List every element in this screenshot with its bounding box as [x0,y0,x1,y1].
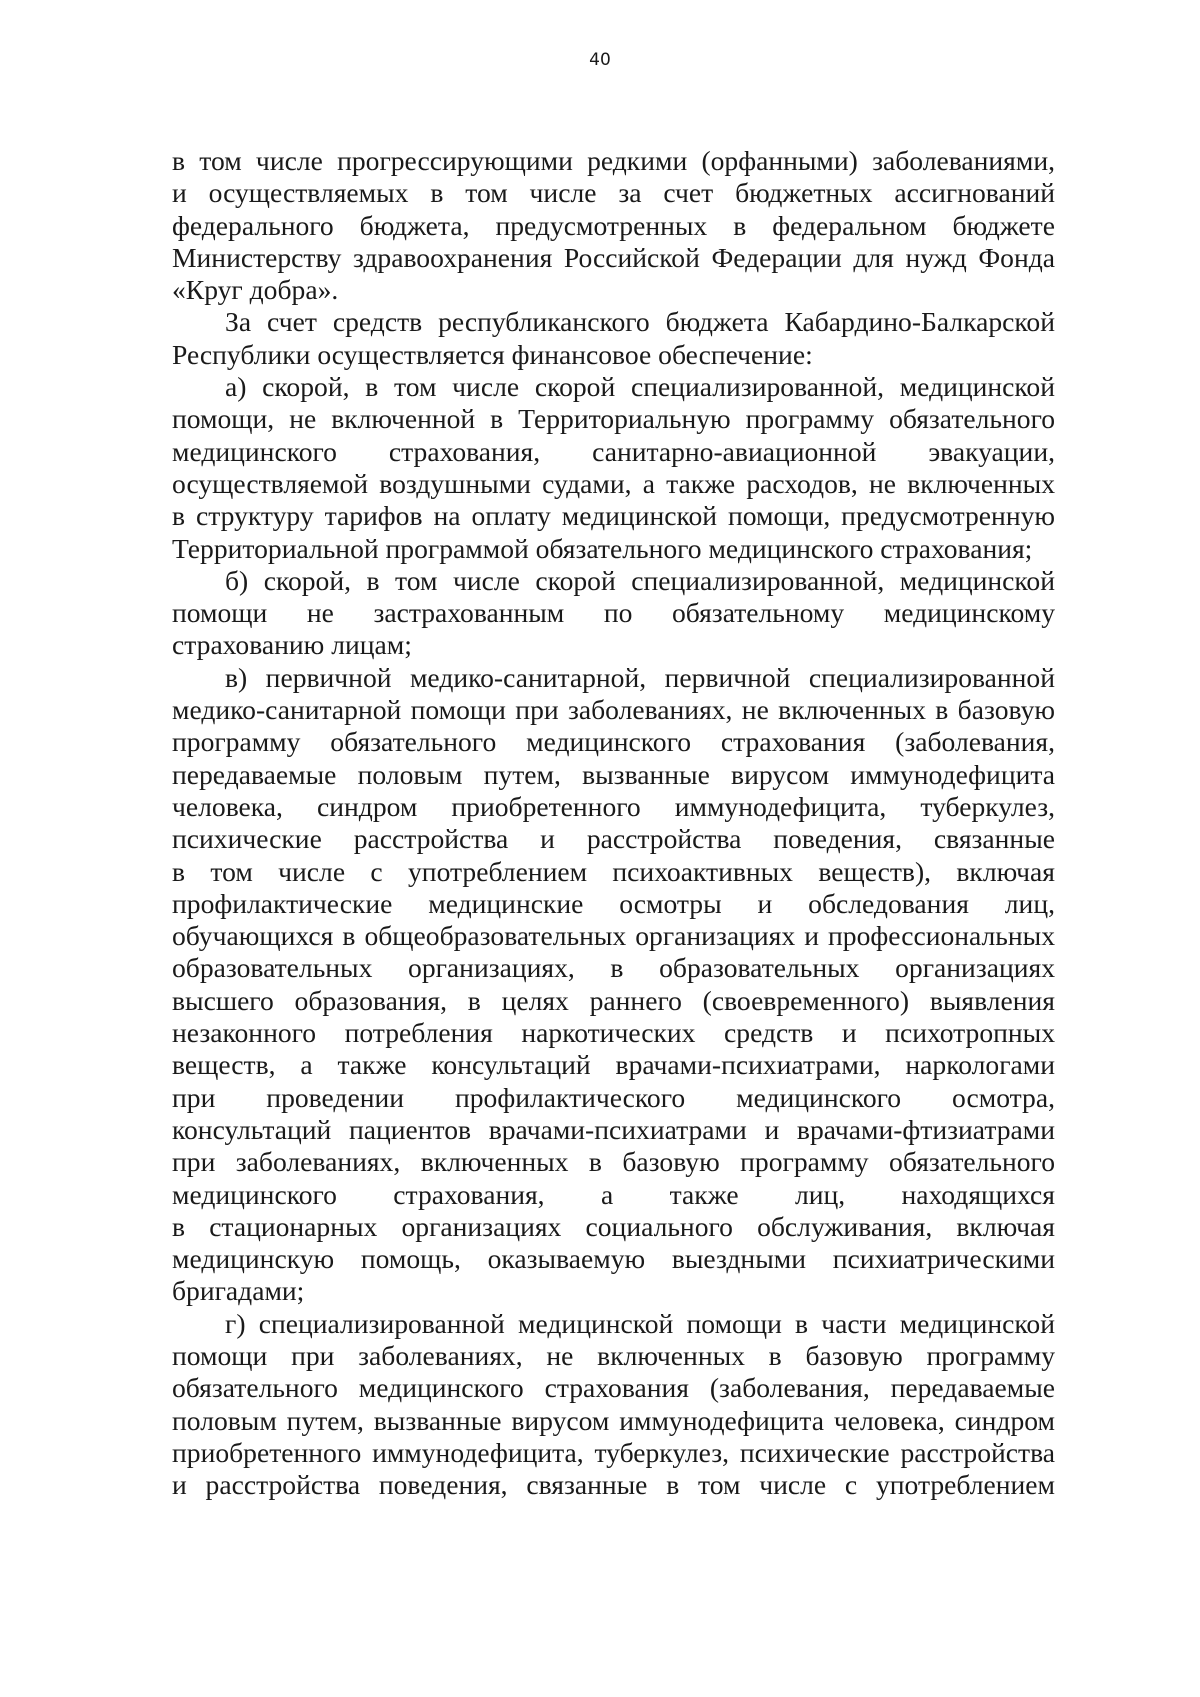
text-line: при проведении профилактического медицинского осмотра, [172,1081,1055,1113]
text-line: половым путем, вызванные вирусом иммунодефицита человека, синдром [172,1404,1055,1436]
page-number: 40 [589,50,611,70]
paragraph [172,371,1055,565]
text-line: а) скорой, в том числе скорой специализированной, медицинской [225,371,1055,403]
text-line: и осуществляемых в том числе за счет бюджетных ассигнований [172,177,1055,209]
text-line: медицинского страхования, санитарно-авиационной эвакуации, [172,435,1055,467]
text-line: помощи не застрахованным по обязательному медицинскому [172,597,1055,629]
text-line: при заболеваниях, включенных в базовую программу обязательного [172,1146,1055,1178]
text-line: в структуру тарифов на оплату медицинской помощи, предусмотренную [172,500,1055,532]
text-line: помощи при заболеваниях, не включенных в базовую программу [172,1339,1055,1371]
text-line: профилактические медицинские осмотры и обследования лиц, [172,887,1055,919]
text-line: программу обязательного медицинского страхования (заболевания, [172,726,1055,758]
text-line: г) специализированной медицинской помощи в части медицинской [225,1307,1055,1339]
paragraph [172,145,1055,306]
text-line: передаваемые половым путем, вызванные вирусом иммунодефицита [172,758,1055,790]
text-line: психические расстройства и расстройства поведения, связанные [172,823,1055,855]
paragraph [172,1308,1055,1502]
text-line: обучающихся в общеобразовательных организациях и профессиональных [172,920,1055,952]
text-line: Территориальной программой обязательного медицинского страхования; [172,532,1033,564]
document-body [172,145,1055,1501]
text-line: федерального бюджета, предусмотренных в федеральном бюджете [172,209,1055,241]
text-line: незаконного потребления наркотических средств и психотропных [172,1017,1055,1049]
text-line: Республики осуществляется финансовое обеспечение: [172,338,813,370]
text-line: страхованию лицам; [172,629,412,661]
text-line: и расстройства поведения, связанные в том числе с употреблением [172,1469,1055,1501]
text-line: высшего образования, в целях раннего (своевременного) выявления [172,984,1055,1016]
text-line: Министерству здравоохранения Российской Федерации для нужд Фонда [172,241,1055,273]
text-line: За счет средств республиканского бюджета Кабардино-Балкарской [225,306,1055,338]
text-line: «Круг добра». [172,274,339,306]
paragraph [172,565,1055,662]
text-line: в) первичной медико-санитарной, первичной специализированной [225,661,1055,693]
paragraph [172,662,1055,1308]
text-line: в стационарных организациях социального обслуживания, включая [172,1210,1055,1242]
text-line: обязательного медицинского страхования (заболевания, передаваемые [172,1372,1055,1404]
text-line: консультаций пациентов врачами-психиатрами и врачами-фтизиатрами [172,1113,1055,1145]
text-line: б) скорой, в том числе скорой специализированной, медицинской [225,564,1055,596]
text-line: человека, синдром приобретенного иммунодефицита, туберкулез, [172,790,1055,822]
text-line: в том числе прогрессирующими редкими (орфанными) заболеваниями, [172,145,1055,176]
text-line: медико-санитарной помощи при заболеваниях, не включенных в базовую [172,694,1055,726]
text-line: медицинского страхования, а также лиц, находящихся [172,1178,1055,1210]
text-line: бригадами; [172,1275,305,1307]
text-line: осуществляемой воздушными судами, а также расходов, не включенных [172,467,1055,499]
text-line: образовательных организациях, в образовательных организациях [172,952,1055,984]
text-line: медицинскую помощь, оказываемую выездными психиатрическими [172,1243,1055,1275]
text-line: помощи, не включенной в Территориальную программу обязательного [172,403,1055,435]
paragraph [172,306,1055,371]
text-line: в том числе с употреблением психоактивных веществ), включая [172,855,1055,887]
text-line: приобретенного иммунодефицита, туберкулез, психические расстройства [172,1436,1055,1468]
text-line: веществ, а также консультаций врачами-психиатрами, наркологами [172,1049,1055,1081]
